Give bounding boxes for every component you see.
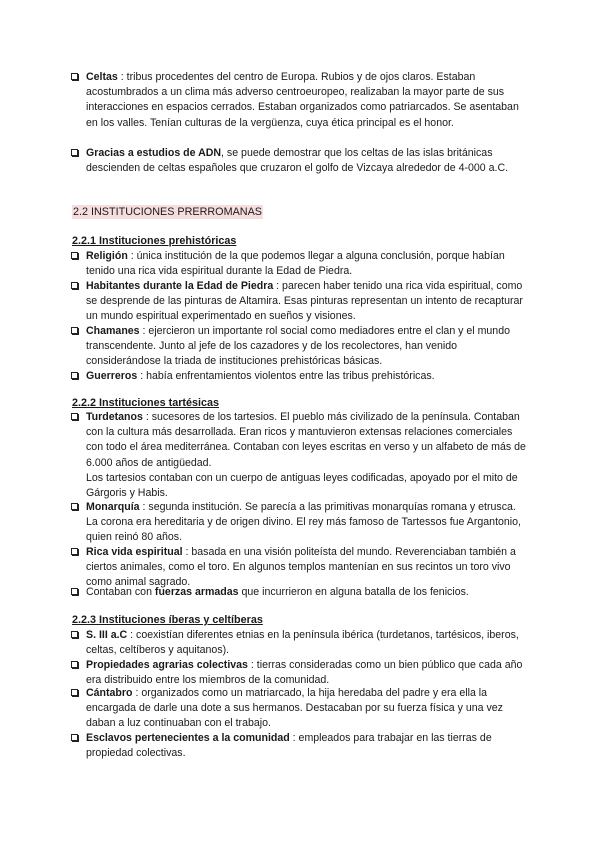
subsection-title: 2.2.2 Instituciones tartésicas: [72, 397, 220, 409]
description-extra: Los tartesios contaban con un cuerpo de antiguas leyes codificadas, apoyado por el mito de Gárgoris y Habis.: [86, 471, 518, 500]
term: Habitantes durante la Edad de Piedra: [86, 280, 274, 292]
list-item: [86, 249, 526, 279]
checkbox-bullet-icon: [71, 503, 78, 510]
term: Turdetanos: [86, 411, 143, 423]
term: Monarquía: [86, 501, 140, 513]
list-item: [86, 369, 526, 384]
description-pre: Contaban con: [86, 586, 152, 598]
subsection-heading: [72, 234, 236, 248]
checkbox-bullet-icon: [71, 734, 78, 741]
description: : empleados para trabajar en las tierras de propiedad colectivas.: [86, 732, 492, 760]
term: Religión: [86, 250, 128, 262]
list-item: [86, 500, 526, 546]
list-item: [86, 658, 526, 688]
description: : tribus procedentes del centro de Europa. Rubios y de ojos claros. Estaban acostumbrados a un clima más adverso centroeuropeo, realizaban la mayor parte de sus interacciones en espacios cerrados. Estaban organizados como patriarcados. Se asentaban en los valles. Tenían culturas de la vergüenza, cuya ética principal es el honor.: [86, 71, 519, 129]
term: Gracias a estudios de ADN: [86, 147, 222, 159]
term: fuerzas armadas: [154, 586, 239, 598]
subsection-heading: [72, 613, 263, 627]
checkbox-bullet-icon: [71, 413, 78, 420]
term: Chamanes: [86, 325, 140, 337]
list-item: [86, 324, 526, 370]
description: : sucesores de los tartesios. El pueblo más civilizado de la península. Contaban con la cultura más desarrollada. Eran ricos y mantuvieron extensas relaciones comerciales con todo el área mediterránea. Contaban con leyes escritas en verso y un alfabeto de más de 6.000 años de antigüedad.: [86, 411, 526, 469]
description: : segunda institución. Se parecía a las primitivas monarquías romana y etrusca. La corona era hereditaria y de origen divino. El rey más famoso de Tartessos fue Argantonio, quien reinó 80 años.: [86, 501, 521, 544]
description: : había enfrentamientos violentos entre las tribus prehistóricas.: [140, 370, 435, 382]
checkbox-bullet-icon: [71, 372, 78, 379]
checkbox-bullet-icon: [71, 631, 78, 638]
term: Cántabro: [86, 687, 133, 699]
description: : coexistían diferentes etnias en la península ibérica (turdetanos, tartésicos, iberos, celtas, celtíberos y aquitanos).: [86, 629, 519, 657]
description: : ejercieron un importante rol social como mediadores entre el clan y el mundo transcendente. Junto al jefe de los cazadores y de los recolectores, han venido considerándose la triada de instituciones prehistóricas básicas.: [86, 325, 510, 368]
checkbox-bullet-icon: [71, 149, 78, 156]
checkbox-bullet-icon: [71, 252, 78, 259]
description: : tierras consideradas como un bien público que cada año era distribuido entre los miembros de la comunidad.: [86, 659, 523, 687]
term: Guerreros: [86, 370, 138, 382]
section-title: 2.2 INSTITUCIONES PRERROMANAS: [73, 206, 262, 218]
list-item: [86, 279, 526, 325]
checkbox-bullet-icon: [71, 588, 78, 595]
description: que incurrieron en alguna batalla de los fenicios.: [241, 586, 469, 598]
list-item: [86, 545, 526, 591]
list-item-celtas: [86, 70, 526, 131]
term: Celtas: [86, 71, 118, 83]
list-item: [86, 628, 526, 658]
term: Propiedades agrarias colectivas: [86, 659, 248, 671]
list-item: [86, 585, 526, 600]
description: : basada en una visión politeísta del mundo. Reverenciaban también a ciertos animales, como el toro. En algunos templos mantenían en sus recintos un toro vivo como animal sagrado.: [86, 546, 516, 589]
subsection-heading: [72, 396, 219, 410]
list-item-adn: [86, 146, 526, 176]
description: : parecen haber tenido una rica vida espiritual, como se desprende de las pinturas de Altamira. Esas pinturas representan un intento de recapturar un mundo espiritual experimentado en sueños y visiones.: [86, 280, 523, 323]
term: Rica vida espiritual: [86, 546, 183, 558]
description: : organizados como un matriarcado, la hija heredaba del padre y era ella la encargada de darle una dote a sus hermanos. Destacaban por su fuerza física y una vez daban a luz continuaban con el trabajo.: [86, 687, 503, 730]
description: , se puede demostrar que los celtas de las islas británicas descienden de celtas españoles que cruzaron el golfo de Vizcaya alrededor de 4-000 a.C.: [86, 147, 509, 175]
subsection-title: 2.2.1 Instituciones prehistóricas: [72, 235, 237, 247]
list-item: [86, 731, 526, 761]
term: Esclavos pertenecientes a la comunidad: [86, 732, 290, 744]
checkbox-bullet-icon: [71, 327, 78, 334]
section-heading: [72, 205, 263, 219]
term: S. III a.C: [86, 629, 128, 641]
list-item: [86, 410, 526, 501]
description: : única institución de la que podemos llegar a alguna conclusión, porque habían tenido una rica vida espiritual durante la Edad de Piedra.: [86, 250, 505, 278]
checkbox-bullet-icon: [71, 548, 78, 555]
checkbox-bullet-icon: [71, 282, 78, 289]
checkbox-bullet-icon: [71, 73, 78, 80]
subsection-title: 2.2.3 Instituciones íberas y celtíberas: [72, 614, 263, 626]
list-item: [86, 686, 526, 732]
checkbox-bullet-icon: [71, 661, 78, 668]
checkbox-bullet-icon: [71, 689, 78, 696]
